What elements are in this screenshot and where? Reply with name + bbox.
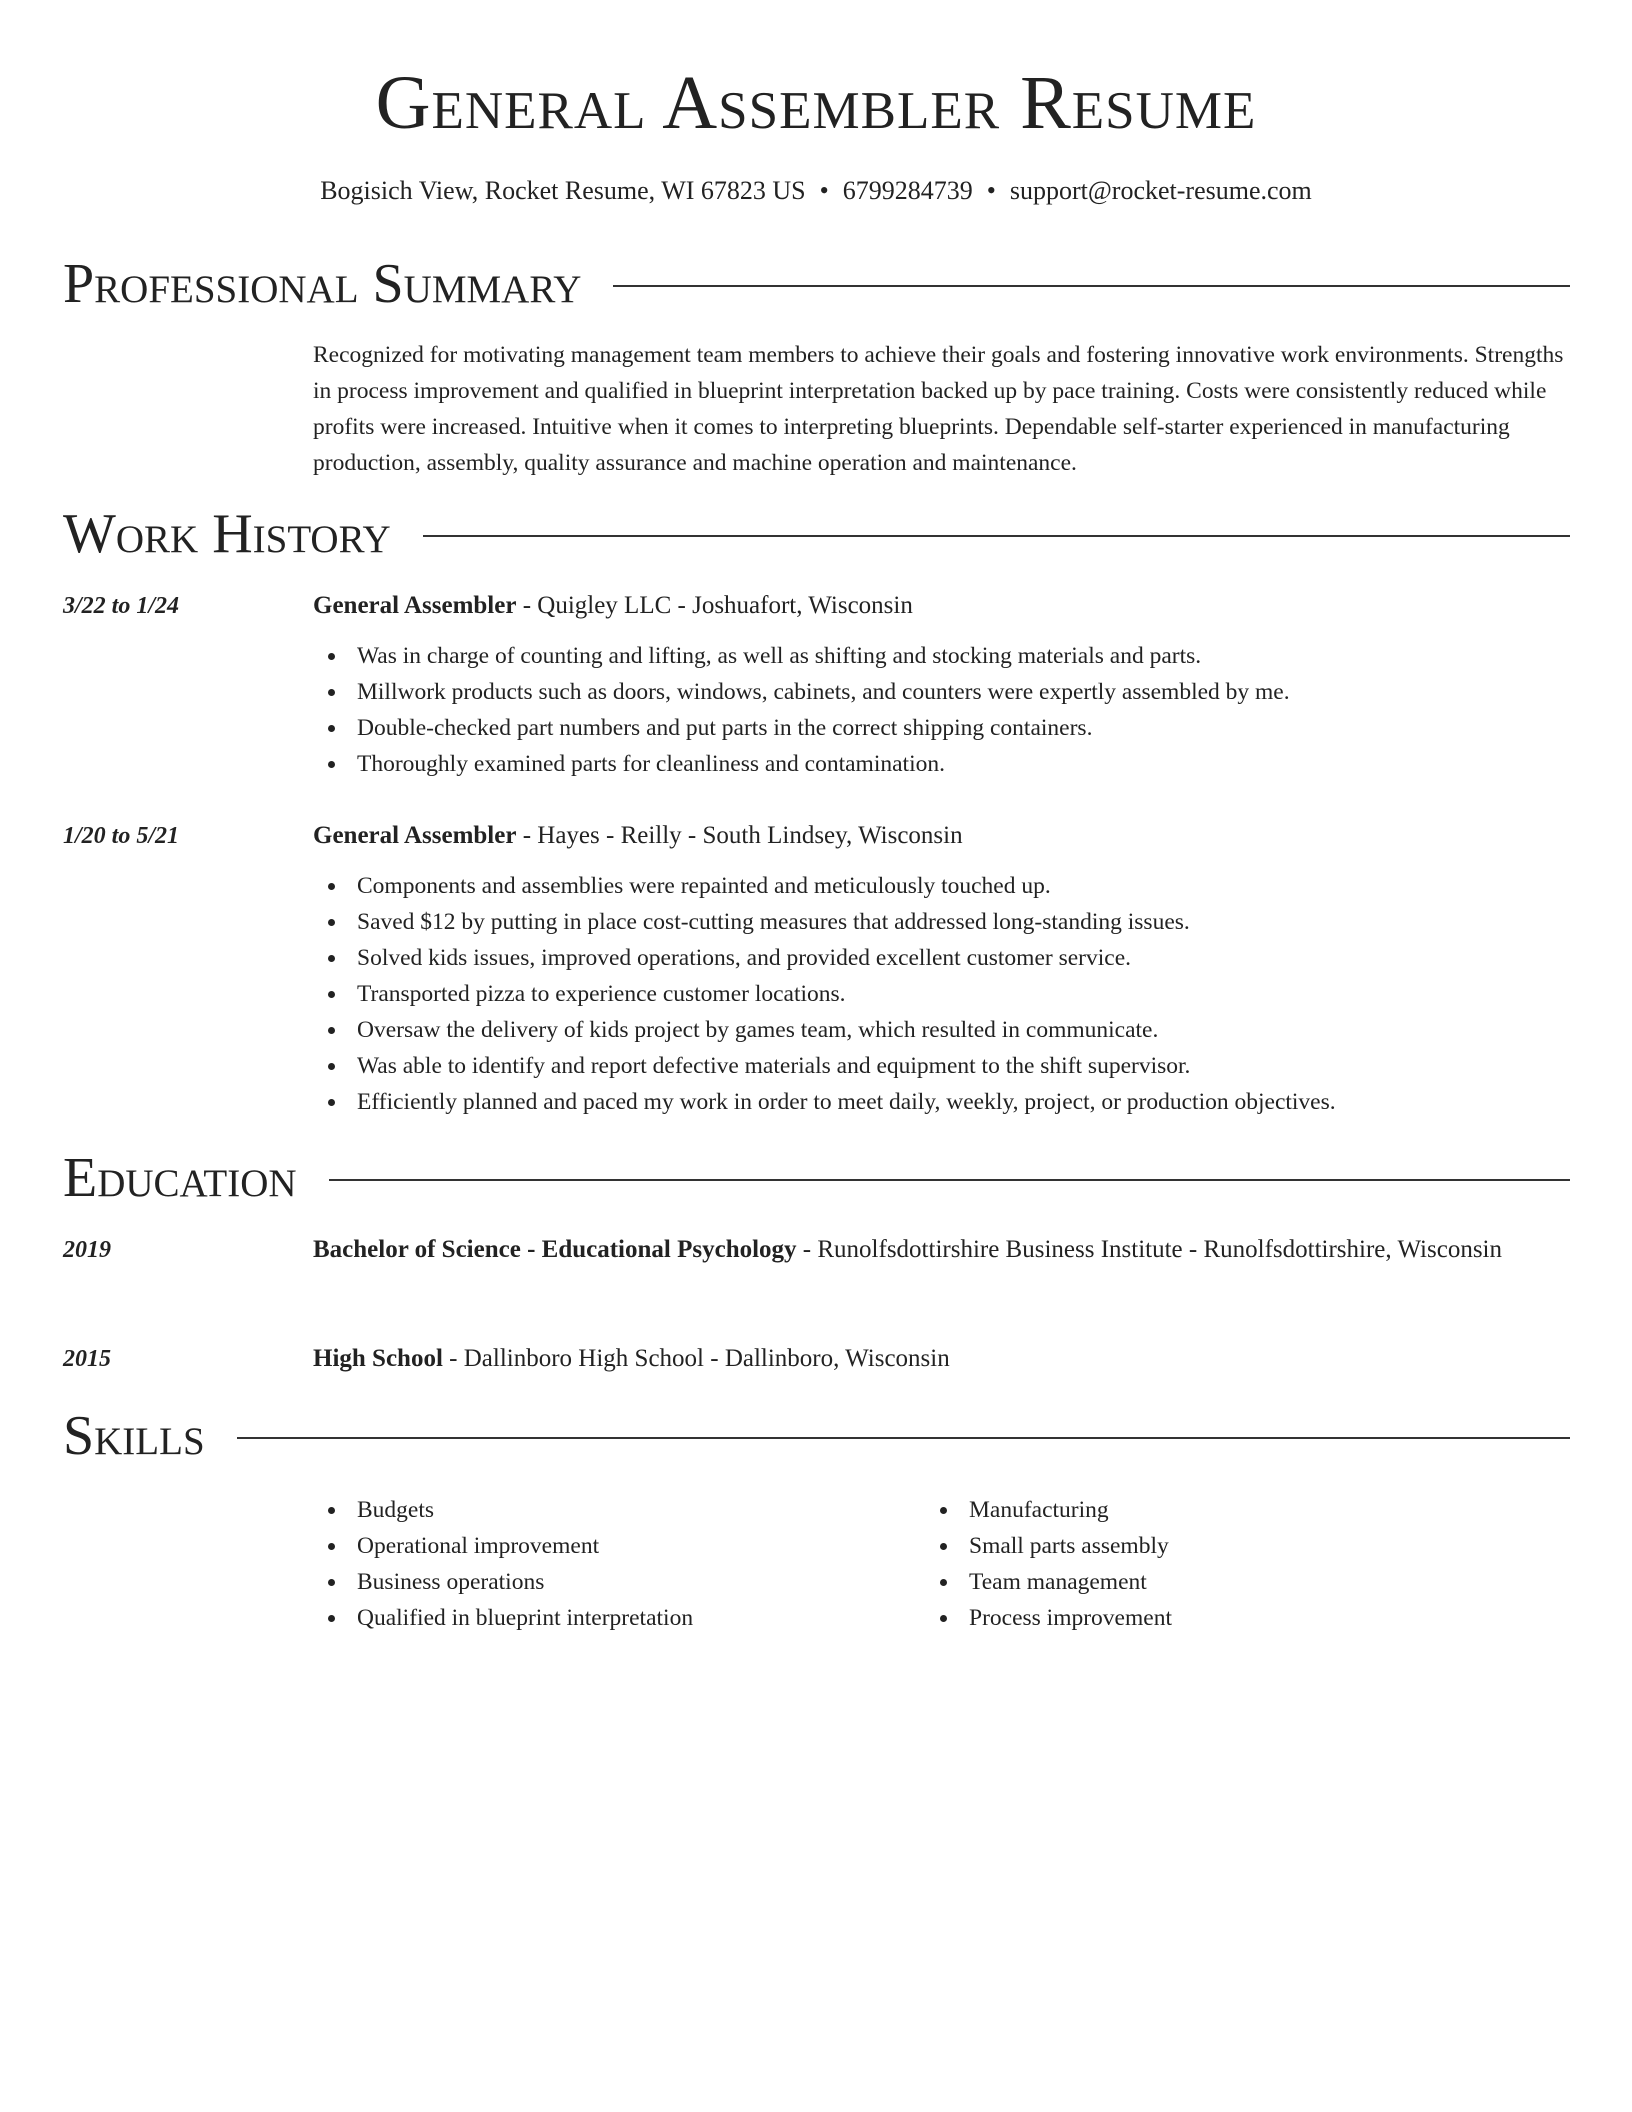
list-item: Thoroughly examined parts for cleanliness and contamination. bbox=[313, 746, 1573, 782]
skills-section-header bbox=[63, 1404, 1570, 1468]
education-entry bbox=[313, 1230, 1513, 1270]
education-entry bbox=[313, 1339, 1513, 1379]
job-details: - Hayes - Reilly - South Lindsey, Wisconsin bbox=[516, 822, 963, 849]
section-divider bbox=[329, 1179, 1570, 1181]
skill-item: Business operations bbox=[313, 1564, 873, 1600]
education-year: 2019 bbox=[63, 1237, 111, 1263]
job-heading bbox=[313, 586, 1573, 626]
list-item: Solved kids issues, improved operations, and provided excellent customer service. bbox=[313, 940, 1573, 976]
section-title: Education bbox=[63, 1147, 297, 1209]
degree: High School bbox=[313, 1345, 443, 1372]
section-divider bbox=[613, 285, 1570, 287]
skills-list-left bbox=[313, 1492, 873, 1636]
section-title: Work History bbox=[63, 503, 391, 565]
section-title: Skills bbox=[63, 1405, 205, 1467]
skill-item: Operational improvement bbox=[313, 1528, 873, 1564]
skill-item: Process improvement bbox=[925, 1600, 1485, 1636]
job-heading bbox=[313, 816, 1573, 856]
contact-email: support@rocket-resume.com bbox=[1009, 176, 1312, 205]
contact-address: Bogisich View, Rocket Resume, WI 67823 US bbox=[320, 176, 806, 205]
skill-item: Qualified in blueprint interpretation bbox=[313, 1600, 873, 1636]
contact-phone: 6799284739 bbox=[842, 176, 973, 205]
skills-list-right bbox=[925, 1492, 1485, 1636]
job-title: General Assembler bbox=[313, 822, 517, 849]
education-section-header bbox=[63, 1146, 1570, 1210]
job-dates: 3/22 to 1/24 bbox=[63, 593, 180, 619]
job-bullets bbox=[313, 638, 1573, 782]
list-item: Was able to identify and report defective materials and equipment to the shift supervisor. bbox=[313, 1048, 1573, 1084]
job-details: - Quigley LLC - Joshuafort, Wisconsin bbox=[516, 592, 913, 619]
list-item: Was in charge of counting and lifting, as well as shifting and stocking materials and parts. bbox=[313, 638, 1573, 674]
education-year: 2015 bbox=[63, 1346, 111, 1372]
section-title: Professional Summary bbox=[63, 253, 582, 315]
summary-section-header bbox=[63, 252, 1570, 316]
list-item: Oversaw the delivery of kids project by games team, which resulted in communicate. bbox=[313, 1012, 1573, 1048]
job-bullets bbox=[313, 868, 1573, 1120]
contact-line bbox=[0, 174, 1632, 208]
section-divider bbox=[237, 1437, 1570, 1439]
job-title: General Assembler bbox=[313, 592, 517, 619]
job-dates: 1/20 to 5/21 bbox=[63, 823, 180, 849]
contact-separator: • bbox=[986, 176, 996, 205]
skill-item: Budgets bbox=[313, 1492, 873, 1528]
list-item: Saved $12 by putting in place cost-cutting measures that addressed long-standing issues. bbox=[313, 904, 1573, 940]
work-history-section-header bbox=[63, 502, 1570, 566]
section-divider bbox=[423, 535, 1570, 537]
list-item: Millwork products such as doors, windows, cabinets, and counters were expertly assembled by me. bbox=[313, 674, 1573, 710]
skill-item: Small parts assembly bbox=[925, 1528, 1485, 1564]
skill-item: Team management bbox=[925, 1564, 1485, 1600]
education-details: - Dallinboro High School - Dallinboro, Wisconsin bbox=[442, 1345, 950, 1372]
education-details: - Runolfsdottirshire Business Institute - Runolfsdottirshire, Wisconsin bbox=[796, 1236, 1502, 1263]
degree: Bachelor of Science - Educational Psychology bbox=[313, 1236, 797, 1263]
list-item: Efficiently planned and paced my work in order to meet daily, weekly, project, or production objectives. bbox=[313, 1084, 1573, 1120]
list-item: Double-checked part numbers and put parts in the correct shipping containers. bbox=[313, 710, 1573, 746]
skill-item: Manufacturing bbox=[925, 1492, 1485, 1528]
resume-title: General Assembler Resume bbox=[375, 61, 1257, 145]
contact-separator: • bbox=[819, 176, 829, 205]
list-item: Transported pizza to experience customer locations. bbox=[313, 976, 1573, 1012]
summary-text: Recognized for motivating management team members to achieve their goals and fostering innovative work environments. Strengths in process improvement and qualified in blueprint interpretation backed up by pace training. Costs were consistently reduced while profits were increased. Intuitive when it comes to interpreting blueprints. Dependable self-starter experienced in manufacturing production, assembly, quality assurance and machine operation and maintenance. bbox=[313, 342, 1564, 476]
list-item: Components and assemblies were repainted and meticulously touched up. bbox=[313, 868, 1573, 904]
